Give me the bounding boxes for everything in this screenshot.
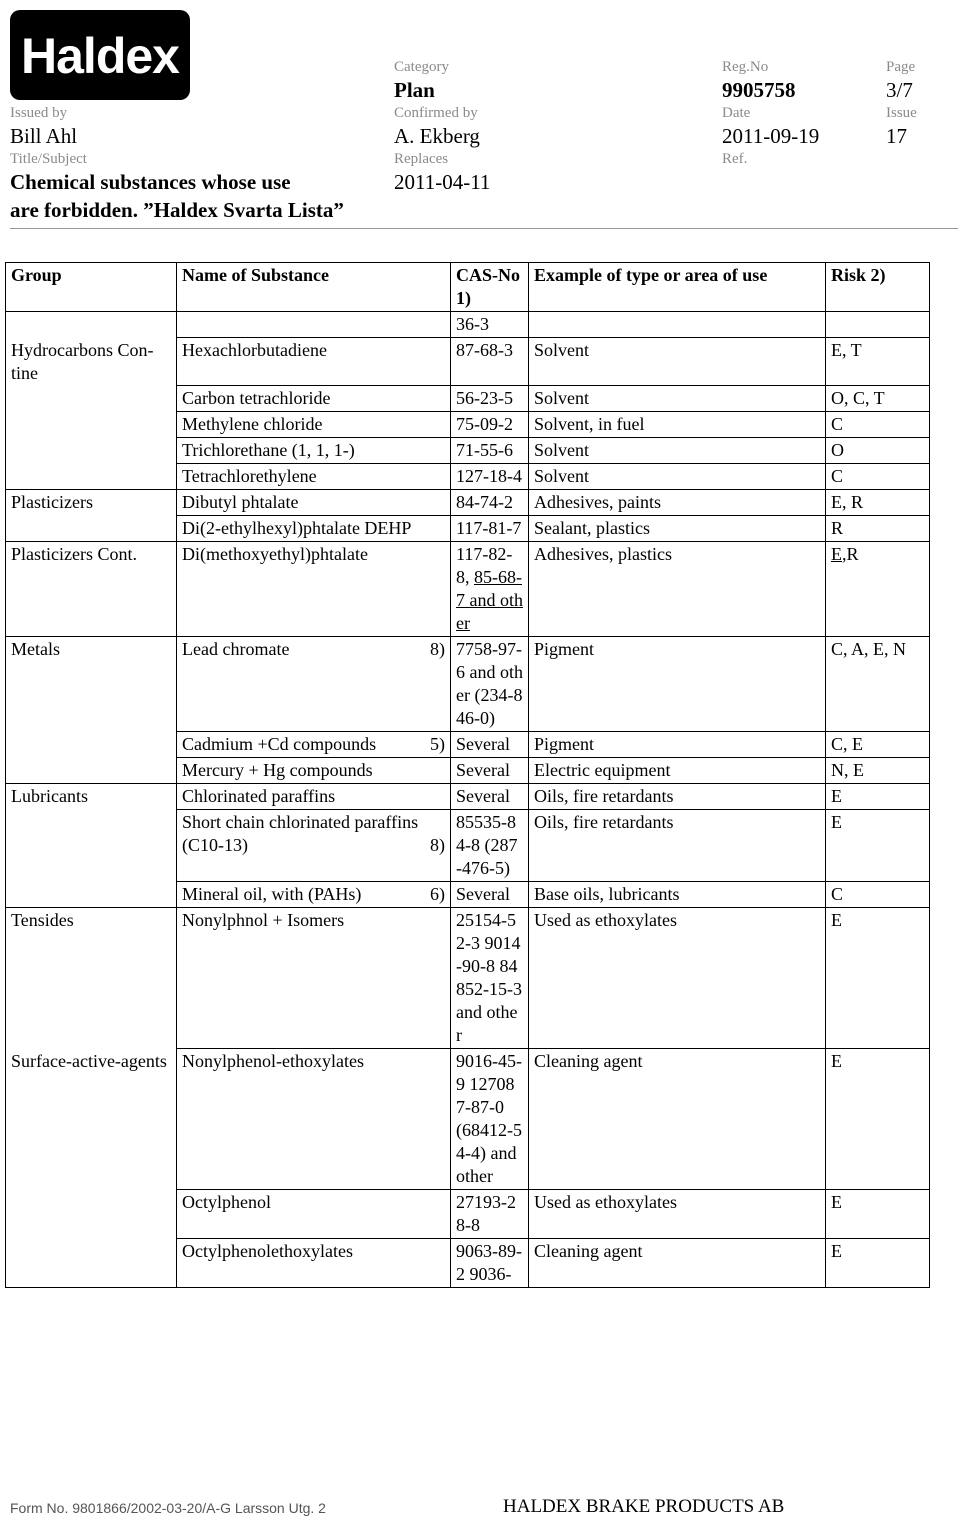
use-cell: Used as ethoxylates	[529, 1190, 826, 1239]
name-cell: Octylphenolethoxylates	[177, 1239, 451, 1288]
use-cell: Cleaning agent	[529, 1239, 826, 1288]
cas-cell	[451, 542, 529, 637]
table-row	[6, 810, 930, 882]
regno-label: Reg.No	[722, 59, 769, 75]
name-cell	[177, 312, 451, 338]
cas-cell: Several	[451, 732, 529, 758]
group-cell	[6, 412, 177, 438]
group-cell	[6, 758, 177, 784]
cas-cell: Several	[451, 784, 529, 810]
cas-cell: 87-68-3	[451, 338, 529, 386]
group-cell-plasticizers: Plasticizers	[6, 490, 177, 516]
table-row	[6, 386, 930, 412]
column-header-name: Name of Substance	[177, 263, 451, 312]
group-cell	[6, 464, 177, 490]
name-text: Lead chromate	[182, 639, 290, 659]
use-cell: Cleaning agent	[529, 1049, 826, 1190]
risk-cell: C	[826, 412, 930, 438]
logo-text: Haldex	[21, 28, 179, 84]
risk-cell: E, R	[826, 490, 930, 516]
footnote-ref: 8)	[430, 835, 445, 855]
name-cell	[177, 732, 451, 758]
date-value: 2011-09-19	[722, 124, 820, 148]
name-cell: Di(methoxyethyl)phtalate	[177, 542, 451, 637]
cas-cell: 7758-97-6 and other (234-846-0)	[451, 637, 529, 732]
risk-cell: C	[826, 464, 930, 490]
table-row	[6, 412, 930, 438]
group-cell	[6, 438, 177, 464]
cas-cell: 75-09-2	[451, 412, 529, 438]
issued-by-label: Issued by	[10, 105, 68, 121]
risk-text-underlined: E	[831, 544, 842, 564]
table-header-row	[6, 263, 930, 312]
risk-text: ,R	[842, 544, 859, 564]
group-cell-hydrocarbons: Hydrocarbons Con-tine	[6, 338, 177, 386]
cas-cell: 117-81-7	[451, 516, 529, 542]
risk-cell: C, E	[826, 732, 930, 758]
issue-value: 17	[886, 124, 907, 148]
group-cell	[6, 386, 177, 412]
group-cell	[6, 732, 177, 758]
cas-text-underlined: 85-68-7 and other	[456, 567, 523, 633]
name-cell: Methylene chloride	[177, 412, 451, 438]
name-cell	[177, 637, 451, 732]
group-cell	[6, 312, 177, 338]
table-row	[6, 338, 930, 386]
cas-cell: Several	[451, 882, 529, 908]
name-cell: Mercury + Hg compounds	[177, 758, 451, 784]
table-row	[6, 1190, 930, 1239]
regno-value: 9905758	[722, 78, 796, 102]
risk-cell: O	[826, 438, 930, 464]
name-cell: Trichlorethane (1, 1, 1-)	[177, 438, 451, 464]
issue-label: Issue	[886, 105, 917, 121]
risk-cell: E	[826, 1190, 930, 1239]
cas-cell: 85535-84-8 (287-476-5)	[451, 810, 529, 882]
name-cell: Tetrachlorethylene	[177, 464, 451, 490]
cas-cell: 84-74-2	[451, 490, 529, 516]
group-cell	[6, 1190, 177, 1239]
column-header-cas: CAS-No 1)	[451, 263, 529, 312]
substances-table	[5, 262, 930, 1288]
name-text: Mineral oil, with (PAHs)	[182, 884, 362, 904]
table-row	[6, 438, 930, 464]
group-cell	[6, 882, 177, 908]
use-cell: Electric equipment	[529, 758, 826, 784]
use-cell: Oils, fire retardants	[529, 784, 826, 810]
use-cell: Sealant, plastics	[529, 516, 826, 542]
footnote-ref: 5)	[430, 734, 445, 754]
risk-cell: O, C, T	[826, 386, 930, 412]
form-number: Form No. 9801866/2002-03-20/A-G Larsson Utg. 2	[10, 1500, 326, 1516]
category-label: Category	[394, 59, 449, 75]
use-cell: Adhesives, paints	[529, 490, 826, 516]
table-row	[6, 542, 930, 637]
name-text: Cadmium +Cd compounds	[182, 734, 377, 754]
confirmed-by-label: Confirmed by	[394, 105, 478, 121]
confirmed-by-value: A. Ekberg	[394, 124, 480, 148]
cas-text: 117-82-8,	[456, 544, 513, 587]
group-cell-plasticizers-cont: Plasticizers Cont.	[6, 542, 177, 637]
group-cell-metals: Metals	[6, 637, 177, 732]
use-cell: Pigment	[529, 732, 826, 758]
page-label: Page	[886, 59, 916, 75]
use-cell: Solvent, in fuel	[529, 412, 826, 438]
footnote-ref: 6)	[430, 884, 445, 904]
risk-cell	[826, 542, 930, 637]
title-line-1: Chemical substances whose use	[10, 170, 291, 194]
name-cell: Dibutyl phtalate	[177, 490, 451, 516]
title-line-2: are forbidden. ”Haldex Svarta Lista”	[10, 198, 344, 222]
column-header-risk: Risk 2)	[826, 263, 930, 312]
table-row	[6, 732, 930, 758]
risk-cell: E	[826, 784, 930, 810]
table-row	[6, 758, 930, 784]
table-row	[6, 882, 930, 908]
risk-cell: E	[826, 1049, 930, 1190]
use-cell: Base oils, lubricants	[529, 882, 826, 908]
issued-by-value: Bill Ahl	[10, 124, 78, 148]
cas-cell: Several	[451, 758, 529, 784]
header-divider	[10, 228, 958, 229]
category-value: Plan	[394, 78, 435, 102]
table-row	[6, 516, 930, 542]
cas-cell: 25154-52-3 9014-90-8 84852-15-3 and other	[451, 908, 529, 1049]
use-cell	[529, 312, 826, 338]
group-cell-lubricants: Lubricants	[6, 784, 177, 810]
risk-cell: R	[826, 516, 930, 542]
name-cell: Di(2-ethylhexyl)phtalate DEHP	[177, 516, 451, 542]
use-cell: Solvent	[529, 438, 826, 464]
replaces-value: 2011-04-11	[394, 170, 491, 194]
name-cell: Hexachlorbutadiene	[177, 338, 451, 386]
risk-cell	[826, 312, 930, 338]
name-cell	[177, 810, 451, 882]
cas-cell: 127-18-4	[451, 464, 529, 490]
use-cell: Pigment	[529, 637, 826, 732]
footnote-ref: 8)	[430, 639, 445, 659]
risk-cell: N, E	[826, 758, 930, 784]
risk-cell: E	[826, 1239, 930, 1288]
use-cell: Solvent	[529, 386, 826, 412]
cas-cell: 9016-45-9 127087-87-0 (68412-54-4) and other	[451, 1049, 529, 1190]
name-text: Short chain chlorinated paraffins	[182, 812, 419, 832]
name-cell: Nonylphenol-ethoxylates	[177, 1049, 451, 1190]
table-row	[6, 1049, 930, 1190]
table-row	[6, 464, 930, 490]
name-cell: Nonylphnol + Isomers	[177, 908, 451, 1049]
replaces-label: Replaces	[394, 151, 449, 167]
company-name: HALDEX BRAKE PRODUCTS AB	[503, 1496, 785, 1517]
name-cell: Octylphenol	[177, 1190, 451, 1239]
cas-cell: 9063-89-2 9036-	[451, 1239, 529, 1288]
use-cell: Adhesives, plastics	[529, 542, 826, 637]
name-cell: Carbon tetrachloride	[177, 386, 451, 412]
cas-cell: 56-23-5	[451, 386, 529, 412]
table-row	[6, 784, 930, 810]
title-label: Title/Subject	[10, 151, 87, 167]
haldex-logo	[10, 10, 190, 100]
risk-cell: E	[826, 908, 930, 1049]
cas-cell: 71-55-6	[451, 438, 529, 464]
table-row	[6, 637, 930, 732]
use-cell: Solvent	[529, 338, 826, 386]
column-header-use: Example of type or area of use	[529, 263, 826, 312]
column-header-group: Group	[6, 263, 177, 312]
table-row	[6, 490, 930, 516]
table-row	[6, 312, 930, 338]
page-value: 3/7	[886, 78, 913, 102]
risk-cell: C	[826, 882, 930, 908]
group-cell	[6, 1239, 177, 1288]
table-row	[6, 1239, 930, 1288]
table-row	[6, 908, 930, 1049]
group-cell	[6, 516, 177, 542]
risk-cell: E	[826, 810, 930, 882]
cas-cell: 27193-28-8	[451, 1190, 529, 1239]
risk-cell: E, T	[826, 338, 930, 386]
name-cell	[177, 882, 451, 908]
risk-cell: C, A, E, N	[826, 637, 930, 732]
ref-label: Ref.	[722, 151, 748, 167]
name-text-line2: (C10-13)	[182, 835, 248, 855]
date-label: Date	[722, 105, 751, 121]
group-cell	[6, 810, 177, 882]
group-cell-tensides: Tensides	[6, 908, 177, 1049]
cas-cell: 36-3	[451, 312, 529, 338]
use-cell: Solvent	[529, 464, 826, 490]
use-cell: Oils, fire retardants	[529, 810, 826, 882]
use-cell: Used as ethoxylates	[529, 908, 826, 1049]
group-cell-surface-active: Surface-active-agents	[6, 1049, 177, 1190]
name-cell: Chlorinated paraffins	[177, 784, 451, 810]
